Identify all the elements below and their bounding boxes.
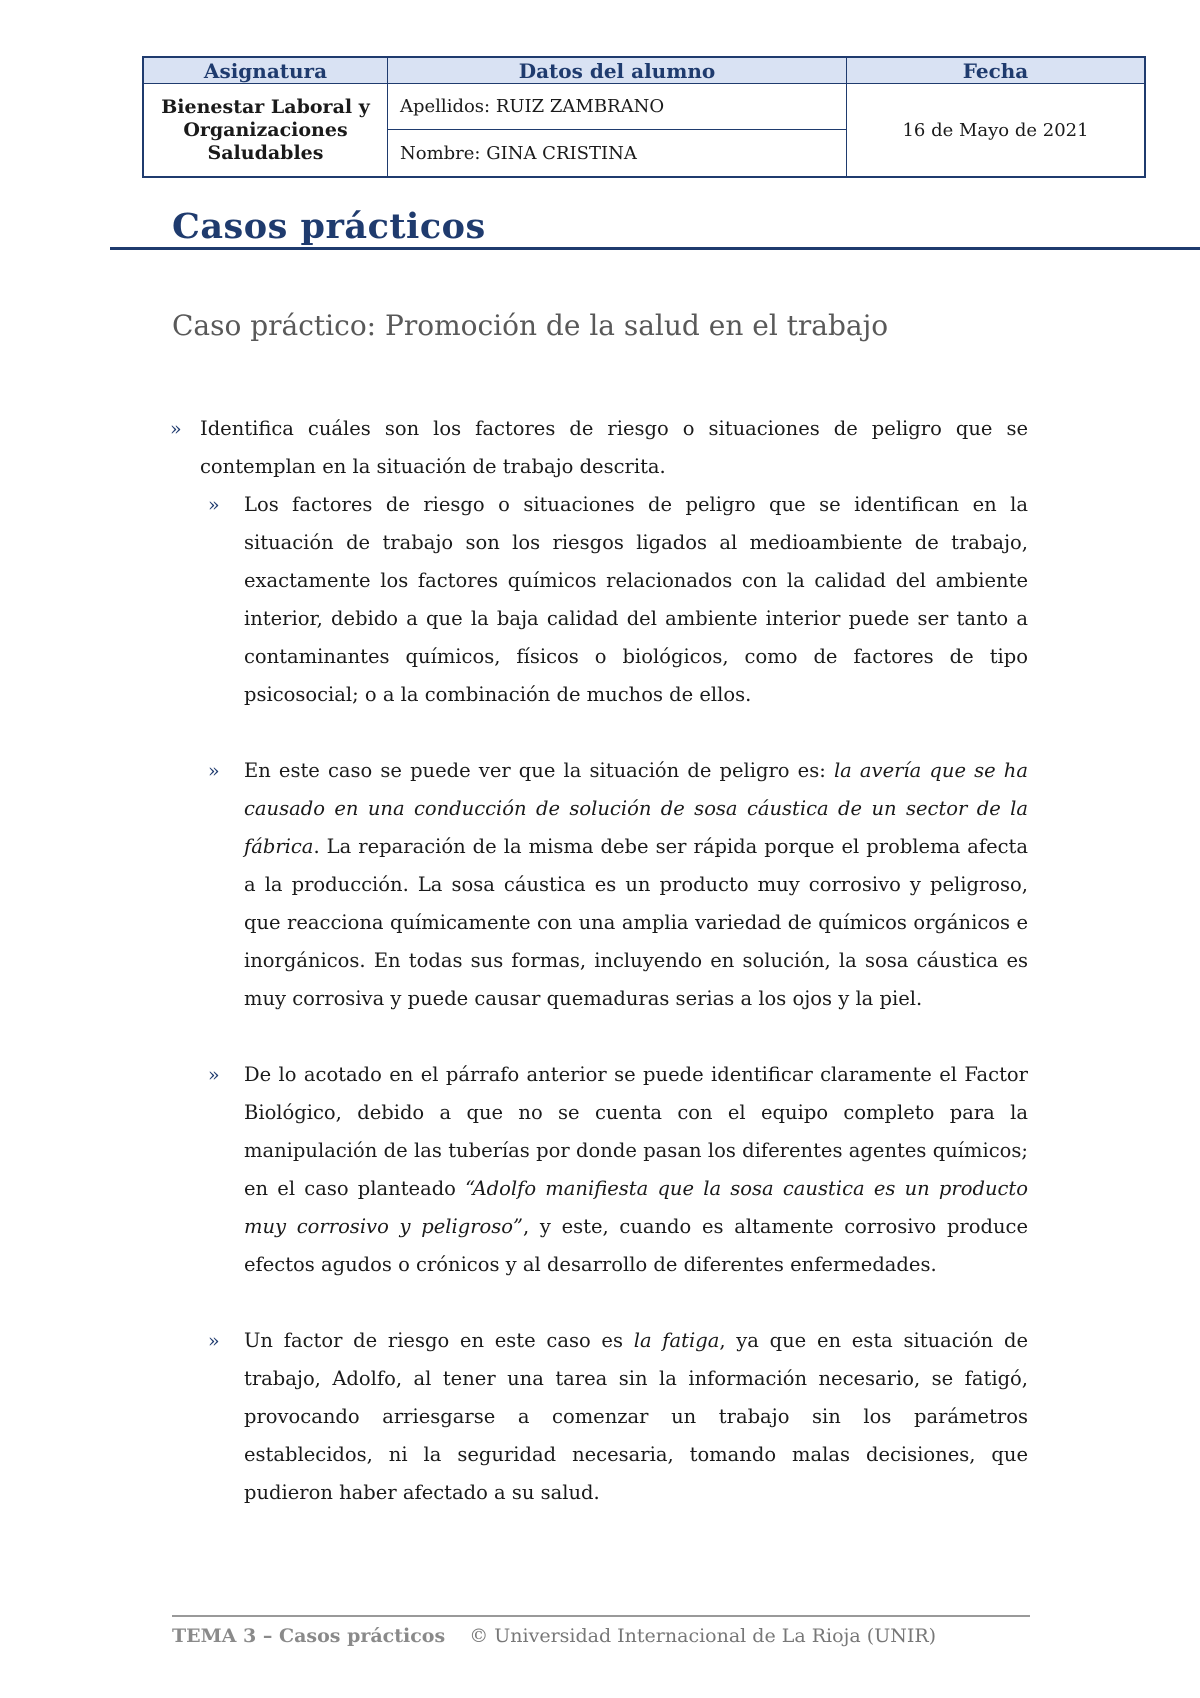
answer-item-2 — [170, 752, 1028, 1018]
header-col-fecha: Fecha — [846, 58, 1144, 84]
answer-item-1 — [170, 486, 1028, 714]
answer-3-quote: “Adolfo manifiesta que la sosa caustica es un producto muy corrosivo y peligroso” — [244, 1177, 1028, 1238]
student-name: Nombre: GINA CRISTINA — [387, 130, 846, 176]
document-body — [170, 410, 1028, 1512]
footer-copyright: © Universidad Internacional de La Rioja (UNIR) — [469, 1625, 937, 1647]
header-col-datos-alumno: Datos del alumno — [387, 58, 846, 84]
answer-item-4 — [170, 1322, 1028, 1512]
title-divider — [110, 247, 1200, 250]
section-subtitle: Caso práctico: Promoción de la salud en el trabajo — [172, 309, 889, 342]
answer-2-text: En este caso se puede ver que la situación de peligro es: — [244, 759, 834, 782]
answer-4-text-cont: , ya que en esta situación de trabajo, Adolfo, al tener una tarea sin la información necesario, se fatigó, provocando arriesgarse a comenzar un trabajo sin los parámetros establecidos, ni la seguridad necesaria, tomando malas decisiones, que pudieron haber afectado a su salud. — [244, 1329, 1028, 1504]
document-date: 16 de Mayo de 2021 — [846, 84, 1144, 176]
bullet-icon: » — [208, 1330, 220, 1352]
question-text: Identifica cuáles son los factores de riesgo o situaciones de peligro que se contemplan en la situación de trabajo descrita. — [200, 417, 1028, 478]
answer-item-3 — [170, 1056, 1028, 1284]
answer-2-text-cont: . La reparación de la misma debe ser rápida porque el problema afecta a la producción. La sosa cáustica es un producto muy corrosivo y peligroso, que reacciona químicamente con una amplia variedad de químicos orgánicos e inorgánicos. En todas sus formas, incluyendo en solución, la sosa cáustica es muy corrosiva y puede causar quemaduras serias a los ojos y la piel. — [244, 835, 1028, 1010]
answer-2-emphasis: la avería que se ha causado en una conducción de solución de sosa cáustica de un sector de la fábrica — [244, 759, 1028, 858]
answer-1-text: Los factores de riesgo o situaciones de peligro que se identifican en la situación de trabajo son los riesgos ligados al medioambiente de trabajo, exactamente los factores químicos relacionados con la calidad del ambiente interior, debido a que la baja calidad del ambiente interior puede ser tanto a contaminantes químicos, físicos o biológicos, como de factores de tipo psicosocial; o a la combinación de muchos de ellos. — [244, 493, 1028, 706]
answer-3-text-cont: , y este, cuando es altamente corrosivo produce efectos agudos o crónicos y al desarrollo de diferentes enfermedades. — [244, 1215, 1028, 1276]
student-surnames: Apellidos: RUIZ ZAMBRANO — [387, 84, 846, 130]
answer-4-text: Un factor de riesgo en este caso es — [244, 1329, 634, 1352]
page-title: Casos prácticos — [172, 206, 486, 247]
question-item — [170, 410, 1028, 486]
bullet-icon: » — [208, 760, 220, 782]
answer-3-text: De lo acotado en el párrafo anterior se puede identificar claramente el Factor Biológico, debido a que no se cuenta con el equipo completo para la manipulación de las tuberías por donde pasan los diferentes agentes químicos; en el caso planteado — [244, 1063, 1028, 1200]
bullet-icon: » — [208, 494, 220, 516]
header-col-asignatura: Asignatura — [144, 58, 387, 84]
bullet-icon: » — [170, 418, 182, 440]
footer-topic: TEMA 3 – Casos prácticos — [172, 1625, 446, 1647]
bullet-icon: » — [208, 1064, 220, 1086]
header-table — [142, 56, 1146, 178]
answer-4-emphasis: la fatiga — [633, 1329, 720, 1352]
subject-name: Bienestar Laboral y Organizaciones Saludables — [161, 95, 370, 164]
page-footer — [172, 1615, 1030, 1647]
